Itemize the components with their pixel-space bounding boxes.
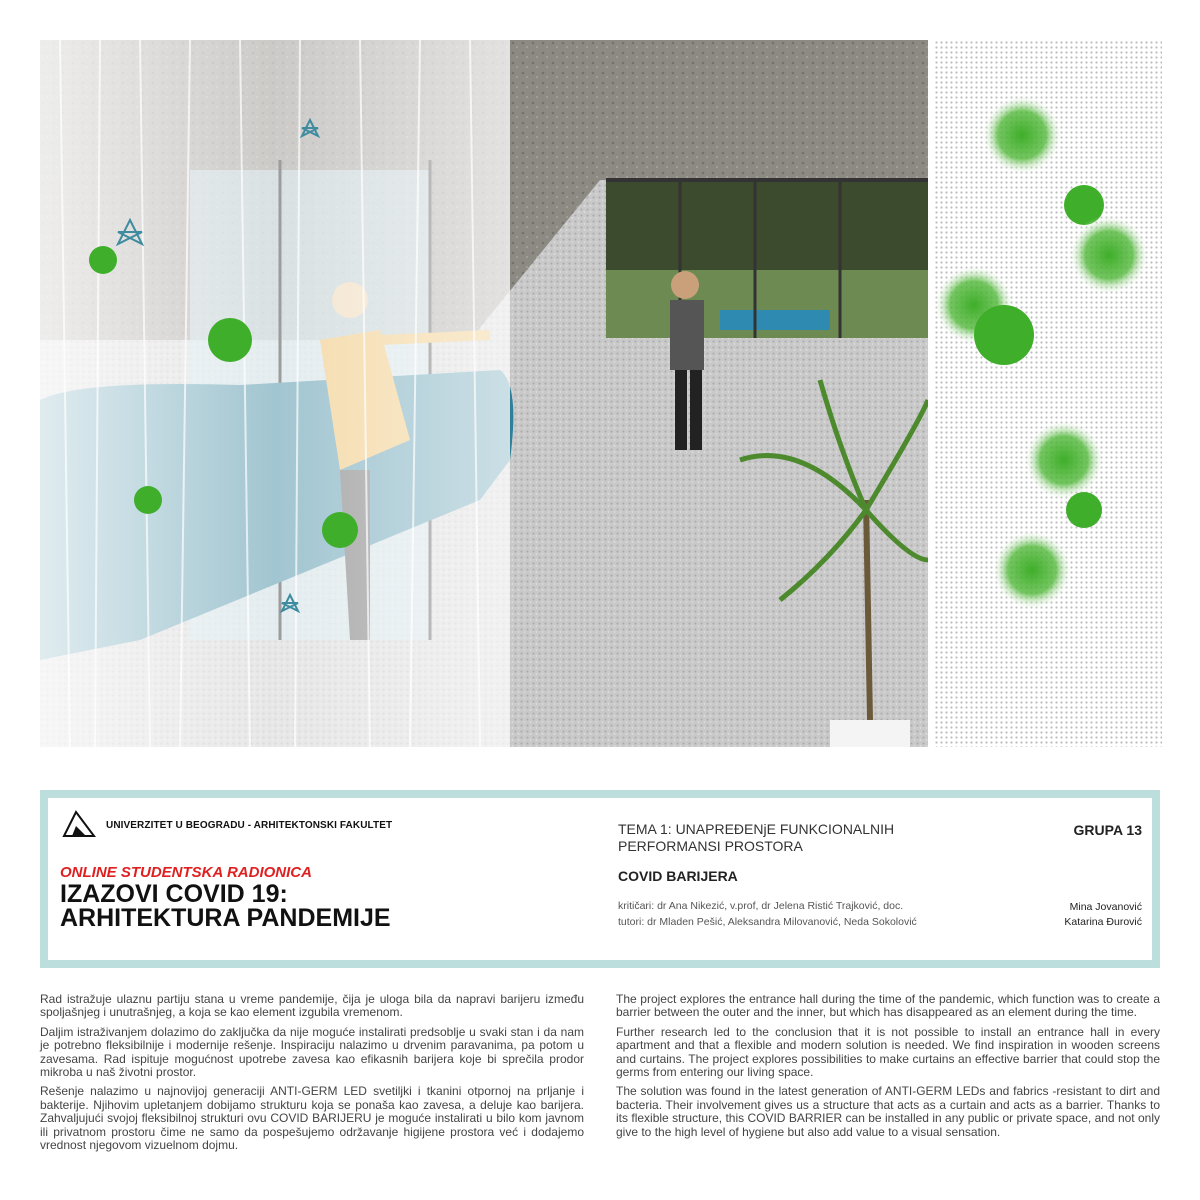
author: Katarina Đurović xyxy=(1064,916,1142,928)
paragraph: Daljim istraživanjem dolazimo do zaključka da nije moguće instalirati predsoblje u svaki stan i da nam je potrebno fleksibilnije i modernije rešenje. Inspiraciju nalazimo u drvenim paravanima, pa potom u zavesama. Rad ispituje mogućnost upotrebe zavesa kao efikasnih barijera koje bi sprečila prodor mikroba u naš životni prostor. xyxy=(40,1024,584,1080)
credits xyxy=(618,898,917,930)
description-serbian xyxy=(40,993,584,1158)
paragraph: The project explores the entrance hall during the time of the pandemic, which function was to create a barrier between the outer and the inner, but which has disappeared as an element during the time. xyxy=(616,992,1160,1020)
virus-graphic xyxy=(934,40,1162,747)
paragraph: Rešenje nalazimo u najnovijoj generaciji ANTI-GERM LED svetiljki i tkanini otpornoj na prljanje i bakterije. Njihovim upletanjem dobijamo strukturu koja se ponaša kao zavesa, a deluje kao barijera. Zahvaljujući svojoj fleksibilnoj strukturi ovu COVID BARIJERU je moguće instalirati u bilo kom javnom ili privatnom prostoru čime ne samo da pospešujemo održavanje higijene prostora već i dodajemo vrednost njegovom vizuelnom dojmu. xyxy=(40,1084,584,1153)
description-english xyxy=(616,993,1160,1145)
theme-line: PERFORMANSI PROSTORA xyxy=(618,838,803,854)
workshop-title-line: ARHITEKTURA PANDEMIJE xyxy=(60,904,391,932)
university-name: UNIVERZITET U BEOGRADU - ARHITEKTONSKI FAKULTET xyxy=(106,820,393,831)
project-name: COVID BARIJERA xyxy=(618,868,738,884)
interior-scene xyxy=(40,40,928,747)
paragraph: Rad istražuje ulaznu partiju stana u vreme pandemije, čija je uloga bila da napravi barijeru između spoljašnjeg i unutrašnjeg, a koja se kao element izgubila vremenom. xyxy=(40,992,584,1020)
interior-render xyxy=(40,40,928,747)
theme-title xyxy=(618,821,958,855)
workshop-label: ONLINE STUDENTSKA RADIONICA xyxy=(60,864,312,881)
paragraph: The solution was found in the latest generation of ANTI-GERM LEDs and fabrics -resistant to dirt and bacteria. Their involvement gives us a structure that acts as a curtain and acts as a barrier. Thanks to its flexible structure, this COVID BARRIER can be installed in any public or private space, and not only give to the high level of hygiene but also add value to a visual sensation. xyxy=(616,1084,1160,1139)
title-block xyxy=(40,790,1160,968)
pool xyxy=(720,310,830,330)
group-label: GRUPA 13 xyxy=(1073,822,1142,838)
theme-line: TEMA 1: UNAPREĐENjE FUNKCIONALNIH xyxy=(618,821,895,837)
paragraph: Further research led to the conclusion that it is not possible to install an entrance hall in every apartment and that a flexible and modern solution is needed. We find inspiration in wooden screens and curtains. The project explores possibilities to make curtains an effective barrier that could stop the germs from entering our living space. xyxy=(616,1024,1160,1080)
tutors: tutori: dr Mladen Pešić, Aleksandra Milovanović, Neda Sokolović xyxy=(618,916,917,928)
sheer-curtain xyxy=(40,40,510,747)
author: Mina Jovanović xyxy=(1069,901,1142,913)
authors xyxy=(1064,900,1142,930)
workshop-title-line: IZAZOVI COVID 19: xyxy=(60,880,288,908)
faculty-logo-icon xyxy=(62,808,96,838)
critics: kritičari: dr Ana Nikezić, v.prof, dr Jelena Ristić Trajković, doc. xyxy=(618,900,904,912)
workshop-title xyxy=(60,882,460,930)
virus-panel xyxy=(934,40,1162,747)
